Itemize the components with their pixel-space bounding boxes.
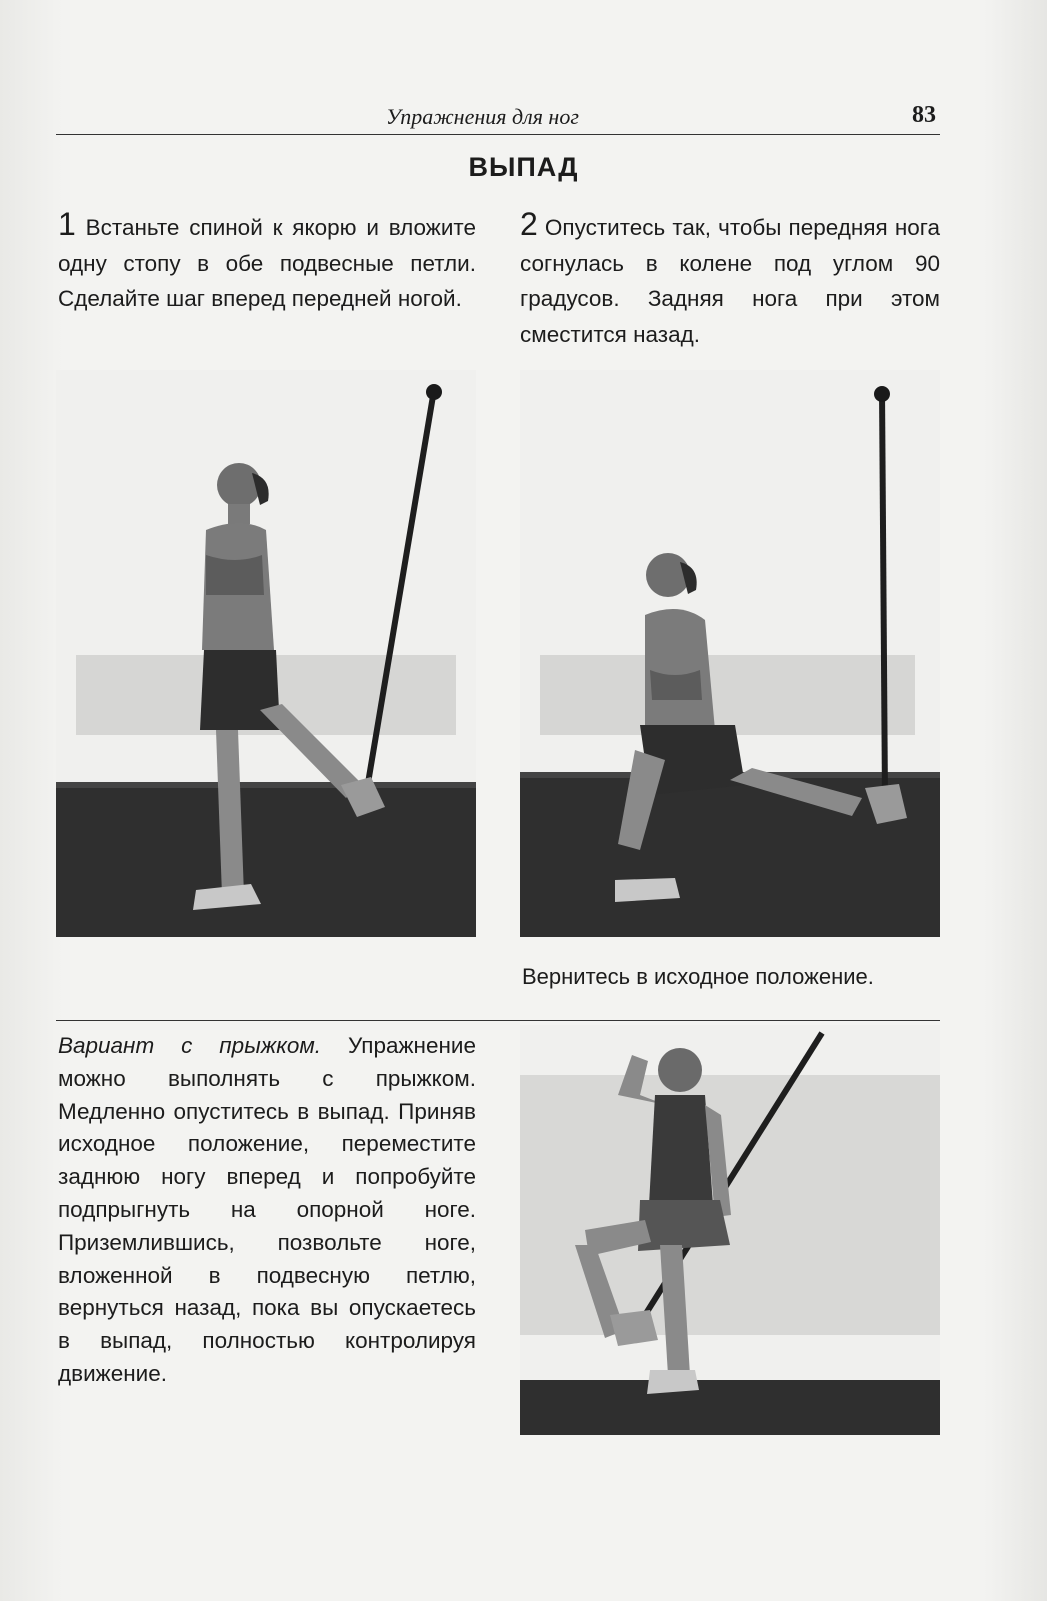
step-number: 2 [520, 206, 538, 242]
header-title: Упражнения для ног [386, 104, 579, 129]
variant-paragraph [58, 1030, 476, 1391]
step-1-text [58, 206, 476, 317]
step-description: Опуститесь так, чтобы передняя нога согнулась в колене под углом 90 градусов. Задняя нога при этом сместится назад. [520, 215, 940, 347]
photo-jump-variant [520, 1025, 940, 1435]
step-2-text [520, 206, 940, 352]
step-number: 1 [58, 206, 76, 242]
section-title: ВЫПАД [468, 152, 579, 182]
variant-lead: Вариант с прыжком. [58, 1033, 322, 1058]
variant-text: Упражнение можно выполнять с прыжком. Медленно опуститесь в выпад. Приняв исходное положение, переместите заднюю ногу вперед и попробуйте подпрыгнуть на опорной ноге. Приземлившись, позвольте ноге, вложенной в подвесную петлю, вернуться назад, пока вы опускаетесь в выпад, полностью контролируя движение. [58, 1033, 476, 1386]
running-header [56, 100, 940, 135]
section-divider [56, 1020, 940, 1021]
page-number: 83 [912, 102, 936, 128]
caption-return: Вернитесь в исходное положение. [522, 964, 874, 989]
photo-lunge-start [56, 370, 476, 937]
step-description: Встаньте спиной к якорю и вложите одну стопу в обе подвесные петли. Сделайте шаг вперед передней ногой. [58, 215, 476, 311]
photo-lunge-down [520, 370, 940, 937]
